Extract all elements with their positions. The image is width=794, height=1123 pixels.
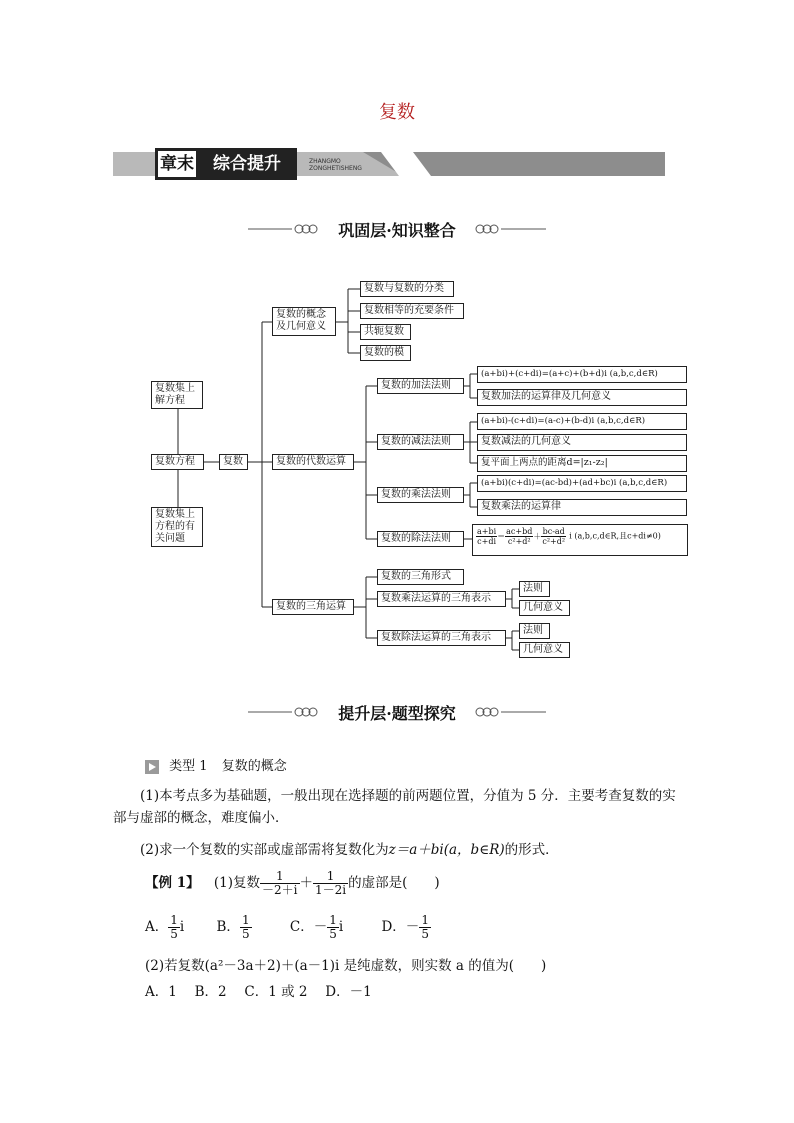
branch-trig: 复数的三角运算: [272, 599, 354, 615]
option-a-frac: [168, 914, 180, 941]
sub-geometric: 复数减法的几何意义: [477, 434, 687, 451]
trig-multiply: 复数乘法运算的三角表示: [377, 591, 506, 607]
branch-algebra: 复数的代数运算: [272, 454, 354, 470]
div-frac2: [541, 527, 566, 546]
paragraph-2-expr: z＝a＋bi(a，b∈R): [388, 842, 505, 858]
node-solve-equation: 复数集上解方程: [151, 381, 203, 409]
banner-pinyin-line2: ZONGHETISHENG: [309, 165, 362, 172]
q1-plus: ＋: [299, 875, 313, 891]
q1-frac2-den: 1－2i: [315, 883, 347, 897]
node-complex-equation: 复数方程: [151, 454, 204, 470]
concept-item-conjugate: 共轭复数: [360, 324, 411, 340]
option-b: [216, 913, 252, 941]
div-lhs-den: c+di: [477, 537, 497, 546]
option-d-label: D．－: [381, 919, 420, 935]
rule-division: 复数的除法法则: [377, 531, 464, 547]
rule-addition: 复数的加法法则: [377, 378, 464, 394]
example1-question2-options: A．1 B．2 C．1 或 2 D．－1: [145, 984, 372, 1000]
option-c-num: 1: [329, 913, 337, 927]
trig-divide-rule: 法则: [519, 623, 550, 639]
trig-divide: 复数除法运算的三角表示: [377, 630, 506, 646]
example1-question1: [145, 868, 440, 898]
option-b-label: B．: [216, 919, 240, 935]
option-b-num: 1: [241, 913, 250, 927]
concept-item-classification: 复数与复数的分类: [360, 281, 454, 297]
node-complex-number: 复数: [219, 454, 248, 470]
rule-multiplication: 复数的乘法法则: [377, 487, 464, 503]
concept-item-modulus: 复数的模: [360, 345, 411, 361]
paragraph-2: [113, 839, 685, 861]
example-tag: 【例 1】: [145, 875, 200, 891]
div-frac2-num: bc-ad: [542, 527, 565, 536]
type1-heading: [145, 759, 287, 775]
option-a: [145, 913, 185, 941]
section1-title: 巩固层·知识整合: [338, 221, 456, 240]
sub-formula: (a+bi)-(c+di)=(a-c)+(b-d)i (a,b,c,d∈R): [477, 413, 687, 430]
option-a-num: 1: [170, 913, 178, 927]
div-lhs: [476, 527, 497, 546]
trig-form: 复数的三角形式: [377, 569, 464, 585]
add-formula: (a+bi)+(c+di)=(a+c)+(b+d)i (a,b,c,d∈R): [477, 366, 687, 383]
option-c-label: C．－: [289, 919, 328, 935]
div-frac1-den: c²+d²: [507, 537, 531, 546]
option-d-frac: [419, 914, 431, 941]
option-c-tail: i: [338, 919, 344, 935]
div-frac2-den: c²+d²: [542, 537, 566, 546]
q1-post: 的虚部是( ): [348, 875, 440, 891]
mul-formula: (a+bi)(c+di)=(ac-bd)+(ad+bc)i (a,b,c,d∈R): [477, 475, 687, 492]
q1-frac1: [260, 870, 299, 897]
rule-subtraction: 复数的减法法则: [377, 434, 464, 450]
div-frac1: [505, 527, 533, 546]
q1-pre: (1)复数: [213, 875, 261, 891]
div-tail: i (a,b,c,d∈R,且c+di≠0): [569, 531, 661, 541]
trig-divide-geo: 几何意义: [519, 642, 570, 658]
page-title: 复数: [379, 102, 415, 123]
type1-name: 复数的概念: [221, 759, 287, 774]
option-c-frac: [327, 914, 339, 941]
option-b-den: 5: [241, 927, 250, 941]
paragraph-1: (1)本考点多为基础题，一般出现在选择题的前两题位置，分值为 5 分．主要考查复数的实部与虚部的概念，难度偏小．: [113, 788, 676, 826]
q1-frac2-num: 1: [313, 870, 348, 884]
add-law: 复数加法的运算律及几何意义: [477, 389, 687, 406]
example1-question2: (2)若复数(a²－3a＋2)＋(a－1)i 是纯虚数，则实数 a 的值为( ): [145, 958, 547, 974]
option-d: [381, 913, 430, 941]
trig-multiply-geo: 几何意义: [519, 600, 570, 616]
q1-frac1-num: 1: [260, 870, 299, 884]
banner-main-text: 章末: [160, 154, 194, 174]
option-a-den: 5: [170, 927, 178, 941]
div-formula: $\frac{a+bi}{c+di}$ ＝ $\frac{ac+bd}{\text{c²+d²}}$ ＋ $\frac{bc-ad}{\text{c²+d²}}$ i (a,b,c,d∈R,且c+di≠0): [472, 524, 688, 556]
section2-title: 提升层·题型探究: [338, 704, 456, 723]
q1-frac1-den: －2＋i: [262, 883, 298, 897]
type1-label: 类型 1: [169, 759, 208, 774]
branch-concept: 复数的概念及几何意义: [272, 307, 336, 336]
option-a-label: A．: [145, 919, 169, 935]
sub-distance: 复平面上两点的距离d=|z₁-z₂|: [477, 455, 687, 472]
option-d-num: 1: [421, 913, 429, 927]
example1-options: [145, 912, 431, 942]
paragraph-2-pre: (2)求一个复数的实部或虚部需将复数化为: [140, 842, 389, 858]
option-c-den: 5: [329, 927, 337, 941]
trig-multiply-rule: 法则: [519, 581, 550, 597]
option-d-den: 5: [421, 927, 429, 941]
div-frac1-num: ac+bd: [506, 527, 533, 536]
q1-frac2: [313, 870, 348, 897]
banner-pinyin-line1: ZHANGMO: [309, 158, 341, 165]
node-equation-problems: 复数集上方程的有关问题: [151, 507, 203, 547]
triangle-marker-icon: [145, 760, 159, 774]
concept-item-equality: 复数相等的充要条件: [360, 303, 464, 319]
div-lhs-num: a+bi: [477, 527, 497, 536]
mul-law: 复数乘法的运算律: [477, 499, 687, 516]
option-c: [289, 913, 344, 941]
paragraph-2-post: 的形式．: [504, 842, 559, 858]
option-b-frac: [240, 914, 252, 941]
option-a-tail: i: [179, 919, 185, 935]
banner-rest-text: 综合提升: [213, 154, 281, 174]
